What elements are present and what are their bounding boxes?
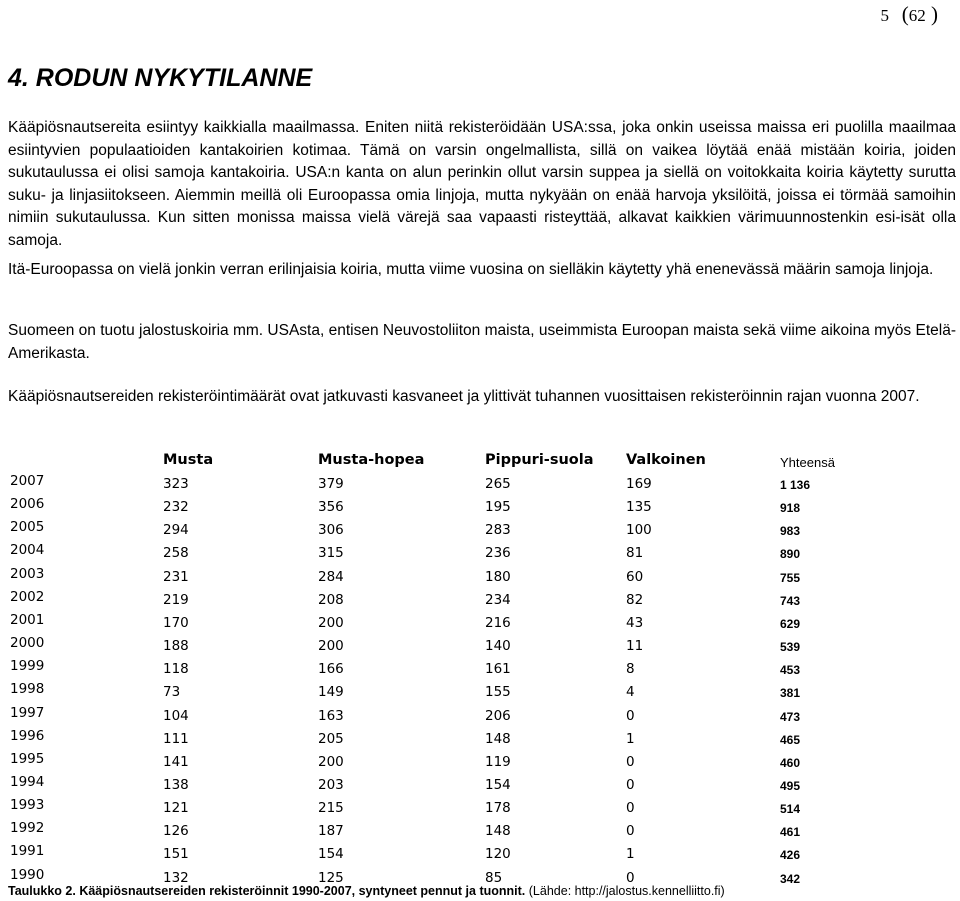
row-year: 1994 bbox=[10, 774, 45, 790]
table-cell: 11 bbox=[626, 638, 644, 654]
row-year: 1990 bbox=[10, 867, 45, 883]
row-year: 1992 bbox=[10, 820, 45, 836]
row-total: 514 bbox=[780, 802, 801, 816]
table-cell: 126 bbox=[163, 823, 189, 839]
table-cell: 315 bbox=[318, 545, 344, 561]
table-cell: 208 bbox=[318, 592, 344, 608]
section-title: 4. RODUN NYKYTILANNE bbox=[8, 64, 313, 92]
table-cell: 178 bbox=[485, 800, 511, 816]
table-cell: 169 bbox=[626, 476, 652, 492]
table-cell: 306 bbox=[318, 522, 344, 538]
table-cell: 148 bbox=[485, 731, 511, 747]
table-cell: 215 bbox=[318, 800, 344, 816]
table-cell: 0 bbox=[626, 708, 635, 724]
row-year: 1995 bbox=[10, 751, 45, 767]
row-total: 495 bbox=[780, 779, 801, 793]
table-cell: 73 bbox=[163, 684, 181, 700]
table-cell: 232 bbox=[163, 499, 189, 515]
table-cell: 155 bbox=[485, 684, 511, 700]
table-cell: 166 bbox=[318, 661, 344, 677]
page-total: 62 bbox=[908, 6, 926, 25]
table-cell: 151 bbox=[163, 846, 189, 862]
row-total: 473 bbox=[780, 710, 801, 724]
paragraph-registrations: Kääpiösnautsereiden rekisteröintimäärät ovat jatkuvasti kasvaneet ja ylittivät tuhannen vuosittaisen rekisteröinnin rajan vuonna 2007. bbox=[8, 388, 920, 405]
column-header-pippuri-suola: Pippuri-suola bbox=[485, 452, 594, 468]
table-cell: 258 bbox=[163, 545, 189, 561]
paragraph-east-europe: Itä-Euroopassa on vielä jonkin verran erilinjaisia koiria, mutta viime vuosina on sielläkin käytetty yhä enenevässä määrin samoja linjoja. bbox=[8, 261, 934, 278]
column-header-musta: Musta bbox=[163, 452, 214, 468]
row-year: 2001 bbox=[10, 612, 45, 628]
table-cell: 125 bbox=[318, 870, 344, 886]
table-cell: 82 bbox=[626, 592, 644, 608]
row-total: 465 bbox=[780, 733, 801, 747]
table-cell: 379 bbox=[318, 476, 344, 492]
paragraph-imports: Suomeen on tuotu jalostuskoiria mm. USAsta, entisen Neuvostoliiton maista, useimmista Euroopan maista sekä viime aikoina myös Etelä-Amerikasta. bbox=[8, 322, 956, 362]
table-cell: 180 bbox=[485, 569, 511, 585]
table-cell: 149 bbox=[318, 684, 344, 700]
table-cell: 148 bbox=[485, 823, 511, 839]
row-total: 629 bbox=[780, 617, 801, 631]
table-cell: 0 bbox=[626, 800, 635, 816]
table-cell: 154 bbox=[485, 777, 511, 793]
table-cell: 161 bbox=[485, 661, 511, 677]
column-header-musta-hopea: Musta-hopea bbox=[318, 452, 425, 468]
row-year: 2004 bbox=[10, 542, 45, 558]
table-cell: 234 bbox=[485, 592, 511, 608]
table-cell: 200 bbox=[318, 615, 344, 631]
table-cell: 85 bbox=[485, 870, 503, 886]
table-cell: 163 bbox=[318, 708, 344, 724]
row-total: 426 bbox=[780, 848, 801, 862]
row-year: 2003 bbox=[10, 566, 45, 582]
table-cell: 219 bbox=[163, 592, 189, 608]
table-cell: 356 bbox=[318, 499, 344, 515]
table-cell: 0 bbox=[626, 754, 635, 770]
table-cell: 104 bbox=[163, 708, 189, 724]
table-cell: 187 bbox=[318, 823, 344, 839]
table-cell: 170 bbox=[163, 615, 189, 631]
table-cell: 283 bbox=[485, 522, 511, 538]
page-current: 5 bbox=[880, 6, 889, 25]
row-total: 890 bbox=[780, 547, 801, 561]
table-cell: 0 bbox=[626, 777, 635, 793]
table-cell: 120 bbox=[485, 846, 511, 862]
table-cell: 236 bbox=[485, 545, 511, 561]
column-header-yhteensa: Yhteensä bbox=[780, 455, 835, 470]
table-cell: 200 bbox=[318, 754, 344, 770]
row-total: 918 bbox=[780, 501, 801, 515]
table-cell: 1 bbox=[626, 846, 635, 862]
table-cell: 195 bbox=[485, 499, 511, 515]
row-year: 2005 bbox=[10, 519, 45, 535]
row-total: 755 bbox=[780, 571, 801, 585]
row-year: 2007 bbox=[10, 473, 45, 489]
table-cell: 216 bbox=[485, 615, 511, 631]
table-cell: 0 bbox=[626, 870, 635, 886]
table-cell: 4 bbox=[626, 684, 635, 700]
caption-label: Taulukko 2. Kääpiösnautsereiden rekisteröinnit 1990-2007, syntyneet pennut ja tuonnit. bbox=[8, 884, 526, 898]
table-cell: 200 bbox=[318, 638, 344, 654]
row-total: 460 bbox=[780, 756, 801, 770]
table-cell: 231 bbox=[163, 569, 189, 585]
table-caption bbox=[8, 884, 725, 898]
table-cell: 294 bbox=[163, 522, 189, 538]
caption-source: (Lähde: http://jalostus.kennelliitto.fi) bbox=[528, 884, 725, 898]
table-cell: 118 bbox=[163, 661, 189, 677]
row-year: 1996 bbox=[10, 728, 45, 744]
row-year: 1999 bbox=[10, 658, 45, 674]
table-cell: 141 bbox=[163, 754, 189, 770]
table-cell: 138 bbox=[163, 777, 189, 793]
row-year: 1997 bbox=[10, 705, 45, 721]
table-cell: 284 bbox=[318, 569, 344, 585]
table-cell: 1 bbox=[626, 731, 635, 747]
table-cell: 205 bbox=[318, 731, 344, 747]
row-year: 1998 bbox=[10, 681, 45, 697]
row-total: 342 bbox=[780, 872, 801, 886]
table-cell: 154 bbox=[318, 846, 344, 862]
table-cell: 8 bbox=[626, 661, 635, 677]
table-cell: 132 bbox=[163, 870, 189, 886]
row-total: 453 bbox=[780, 663, 801, 677]
table-cell: 203 bbox=[318, 777, 344, 793]
row-total: 461 bbox=[780, 825, 801, 839]
table-cell: 188 bbox=[163, 638, 189, 654]
column-header-valkoinen: Valkoinen bbox=[626, 452, 706, 468]
table-cell: 100 bbox=[626, 522, 652, 538]
row-total: 539 bbox=[780, 640, 801, 654]
table-cell: 0 bbox=[626, 823, 635, 839]
row-year: 2006 bbox=[10, 496, 45, 512]
row-total: 983 bbox=[780, 524, 801, 538]
table-cell: 111 bbox=[163, 731, 189, 747]
paragraph-intro: Kääpiösnautsereita esiintyy kaikkialla maailmassa. Eniten niitä rekisteröidään USA:ssa, joka onkin useissa maissa eri puolilla maailmaa esiintyvien populaatioiden kantakoirien kotimaa. Tämä on varsin ongelmallista, sillä on vaikea löytää enää mistään koiria, joiden sukutaulussa ei olisi samoja kantakoiria. USA:n kanta on alun perinkin ollut varsin suppea ja siellä on voitokkaita koiria käytetty surutta suku- ja linjasiitokseen. Aiemmin meillä oli Euroopassa omia linjoja, mutta nykyään on enää harvoja yksilöitä, joissa ei törmää samoihin nimiin sukutaulussa. Kun sitten monissa maissa vielä värejä saa vapaasti risteyttää, alkavat kaikkien värimuunnostenkin esi-isät olla samoja. bbox=[8, 119, 956, 249]
row-year: 2002 bbox=[10, 589, 45, 605]
page-number: 5 (62 ) bbox=[880, 2, 938, 26]
row-total: 743 bbox=[780, 594, 801, 608]
table-cell: 121 bbox=[163, 800, 189, 816]
table-cell: 43 bbox=[626, 615, 644, 631]
row-total: 1 136 bbox=[780, 478, 811, 492]
row-year: 1991 bbox=[10, 843, 45, 859]
row-year: 1993 bbox=[10, 797, 45, 813]
row-total: 381 bbox=[780, 686, 801, 700]
table-cell: 81 bbox=[626, 545, 644, 561]
table-cell: 140 bbox=[485, 638, 511, 654]
table-cell: 206 bbox=[485, 708, 511, 724]
table-cell: 135 bbox=[626, 499, 652, 515]
table-cell: 60 bbox=[626, 569, 644, 585]
row-year: 2000 bbox=[10, 635, 45, 651]
table-cell: 323 bbox=[163, 476, 189, 492]
table-cell: 265 bbox=[485, 476, 511, 492]
table-cell: 119 bbox=[485, 754, 511, 770]
